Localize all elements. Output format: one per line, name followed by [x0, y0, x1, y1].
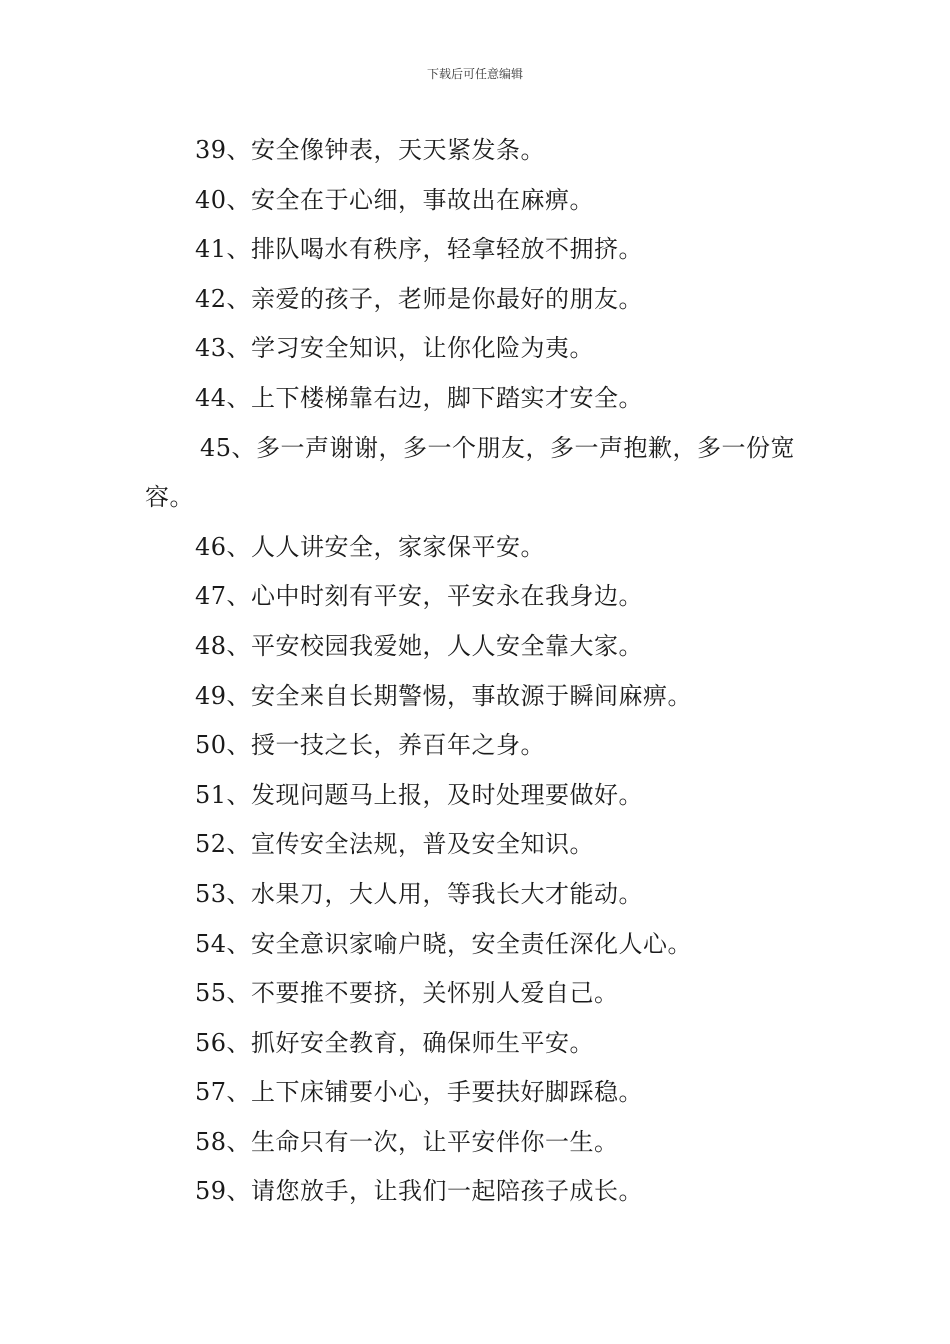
document-body — [145, 126, 825, 1217]
list-item: 52、宣传安全法规，普及安全知识。 — [195, 830, 595, 859]
list-item: 53、水果刀，大人用，等我长大才能动。 — [195, 879, 644, 908]
list-item: 50、授一技之长，养百年之身。 — [195, 731, 546, 760]
list-item: 49、安全来自长期警惕，事故源于瞬间麻痹。 — [195, 681, 693, 710]
list-item: 48、平安校园我爱她，人人安全靠大家。 — [195, 631, 644, 660]
list-item: 47、心中时刻有平安，平安永在我身边。 — [195, 582, 644, 611]
list-item: 54、安全意识家喻户晓，安全责任深化人心。 — [195, 929, 693, 958]
list-item: 43、学习安全知识，让你化险为夷。 — [195, 334, 595, 363]
list-item: 45、多一声谢谢，多一个朋友，多一声抱歉，多一份宽容。 — [145, 433, 796, 512]
list-item: 41、排队喝水有秩序，轻拿轻放不拥挤。 — [195, 235, 644, 264]
list-item: 58、生命只有一次，让平安伴你一生。 — [195, 1127, 619, 1156]
list-item: 46、人人讲安全，家家保平安。 — [195, 532, 546, 561]
list-item: 42、亲爱的孩子，老师是你最好的朋友。 — [195, 284, 644, 313]
list-item: 39、安全像钟表，天天紧发条。 — [195, 136, 546, 164]
list-item: 51、发现问题马上报，及时处理要做好。 — [195, 780, 644, 809]
list-item: 44、上下楼梯靠右边，脚下踏实才安全。 — [195, 383, 644, 412]
page-header: 下载后可任意编辑 — [426, 67, 523, 81]
list-item: 56、抓好安全教育，确保师生平安。 — [195, 1028, 595, 1057]
list-item: 40、安全在于心细，事故出在麻痹。 — [195, 185, 595, 214]
list-item: 57、上下床铺要小心，手要扶好脚踩稳。 — [195, 1078, 644, 1107]
list-item: 59、请您放手，让我们一起陪孩子成长。 — [195, 1177, 644, 1206]
list-item: 55、不要推不要挤，关怀别人爱自己。 — [195, 979, 619, 1008]
